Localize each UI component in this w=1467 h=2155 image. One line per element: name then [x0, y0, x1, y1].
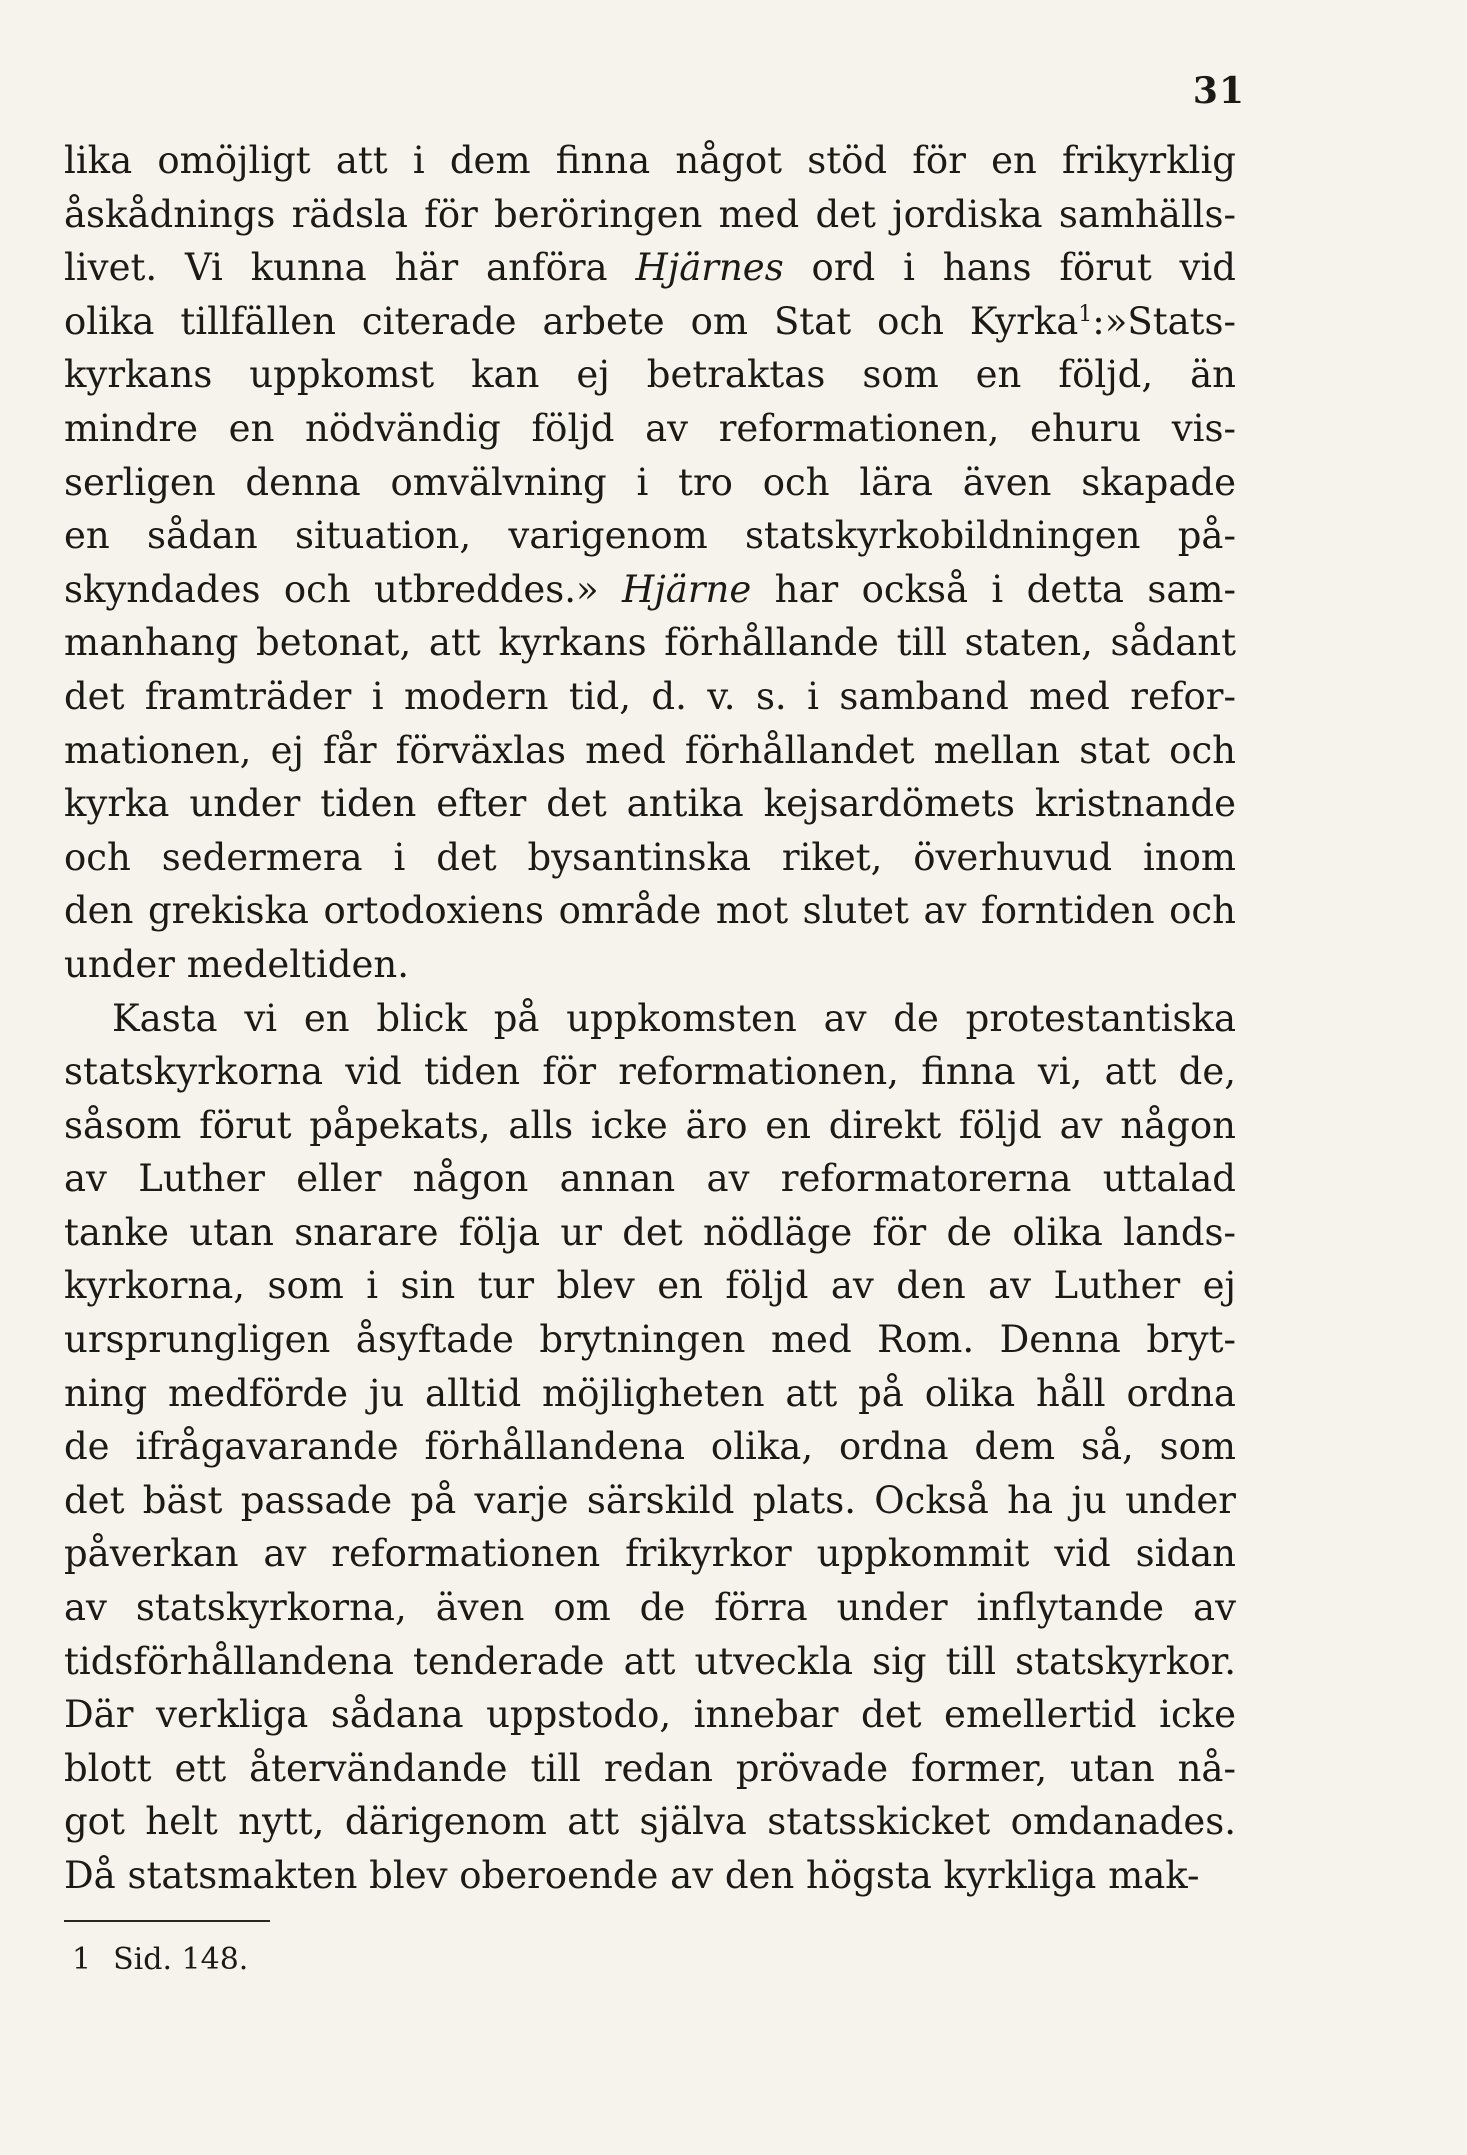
text-line [64, 884, 1236, 938]
text-run: got helt nytt, därigenom att själva statsskicket omdanades. [64, 1800, 1236, 1844]
text-run: åskådnings rädsla för beröringen med det jordiska samhälls- [64, 192, 1236, 236]
text-line [64, 456, 1236, 510]
text-line [64, 1152, 1236, 1206]
text-run: tidsförhållandena tenderade att utveckla sig till statskyrkor. [64, 1639, 1236, 1683]
text-run: har också i detta sam- [751, 567, 1236, 611]
footnote-mark: 1 [72, 1942, 92, 1977]
text-run: mindre en nödvändig följd av reformationen, ehuru vis- [64, 406, 1236, 450]
text-line [64, 992, 1236, 1046]
text-line [64, 1367, 1236, 1421]
text-line [64, 1259, 1236, 1313]
text-line [64, 402, 1236, 456]
text-line [64, 1099, 1236, 1153]
text-run: kyrka under tiden efter det antika kejsardömets kristnande [64, 782, 1236, 826]
text-run: ord i hans förut vid [783, 246, 1236, 290]
text-run: det bäst passade på varje särskild plats. Också ha ju under [64, 1478, 1236, 1522]
footnote [72, 1940, 248, 1980]
text-line [64, 831, 1236, 885]
italic-name: Hjärne [622, 567, 752, 611]
text-run: skyndades och utbreddes.» [64, 567, 623, 611]
text-run: det framträder i modern tid, d. v. s. i samband med refor- [64, 674, 1236, 718]
text-line [64, 295, 1236, 349]
text-run: mationen, ej får förväxlas med förhållandet mellan stat och [64, 728, 1236, 772]
text-run: statskyrkorna vid tiden för reformationen, finna vi, att de, [64, 1050, 1236, 1094]
text-line [64, 616, 1236, 670]
text-line [64, 670, 1236, 724]
italic-name: Hjärnes [635, 246, 784, 290]
text-line [64, 1206, 1236, 1260]
text-run: lika omöjligt att i dem finna något stöd för en frikyrklig [64, 139, 1236, 182]
text-run: Där verkliga sådana uppstodo, innebar det emellertid icke [64, 1693, 1236, 1737]
footnote-reference: 1 [1078, 301, 1093, 327]
page-number: 31 [1192, 70, 1245, 112]
text-line [64, 509, 1236, 563]
text-run: tanke utan snarare följa ur det nödläge för de olika lands- [64, 1210, 1236, 1254]
text-run: den grekiska ortodoxiens område mot slutet av forntiden och [64, 889, 1236, 933]
text-run: blott ett återvändande till redan prövade former, utan nå- [64, 1746, 1236, 1790]
text-run: av Luther eller någon annan av reformatorerna uttalad [64, 1157, 1236, 1201]
text-run: en sådan situation, varigenom statskyrkobildningen på- [64, 514, 1236, 558]
text-run: livet. Vi kunna här anföra [64, 246, 636, 290]
footnote-divider [64, 1920, 270, 1922]
text-run: kyrkans uppkomst kan ej betraktas som en följd, än [64, 353, 1236, 397]
text-run: såsom förut påpekats, alls icke äro en direkt följd av någon [64, 1103, 1236, 1147]
text-line [64, 1474, 1236, 1528]
body-text [64, 134, 1236, 1903]
text-run: Kasta vi en blick på uppkomsten av de protestantiska [112, 996, 1236, 1040]
text-run: serligen denna omvälvning i tro och lära även skapade [64, 460, 1236, 504]
text-line [64, 724, 1236, 778]
text-run: av statskyrkorna, även om de förra under inflytande av [64, 1586, 1236, 1630]
text-line [64, 1527, 1236, 1581]
text-line [64, 188, 1236, 242]
text-run: :»Stats- [1092, 299, 1236, 343]
text-run: ursprungligen åsyftade brytningen med Rom. Denna bryt- [64, 1318, 1236, 1362]
footnote-text: Sid. 148. [113, 1942, 249, 1977]
text-run: påverkan av reformationen frikyrkor uppkommit vid sidan [64, 1532, 1236, 1576]
text-line [64, 563, 1236, 617]
text-run: kyrkorna, som i sin tur blev en följd av den av Luther ej [64, 1264, 1236, 1308]
text-line [64, 348, 1236, 402]
text-run: ning medförde ju alltid möjligheten att på olika håll ordna [64, 1371, 1236, 1415]
text-line [64, 1742, 1236, 1796]
text-line [64, 1420, 1236, 1474]
text-run: och sedermera i det bysantinska riket, överhuvud inom [64, 835, 1236, 879]
text-line [64, 1581, 1236, 1635]
text-line [64, 1688, 1236, 1742]
text-run: under medeltiden. [64, 942, 409, 986]
text-line [64, 1795, 1236, 1849]
text-line [64, 1849, 1236, 1903]
text-line [64, 1045, 1236, 1099]
text-line [64, 134, 1236, 188]
text-line [64, 777, 1236, 831]
text-line [64, 938, 1236, 992]
text-run: olika tillfällen citerade arbete om Stat och Kyrka [64, 299, 1079, 343]
text-line [64, 241, 1236, 295]
text-run: de ifrågavarande förhållandena olika, ordna dem så, som [64, 1425, 1236, 1469]
text-run: manhang betonat, att kyrkans förhållande till staten, sådant [64, 621, 1236, 665]
text-line [64, 1635, 1236, 1689]
text-line [64, 1313, 1236, 1367]
text-run: Då statsmakten blev oberoende av den högsta kyrkliga mak- [64, 1854, 1200, 1897]
